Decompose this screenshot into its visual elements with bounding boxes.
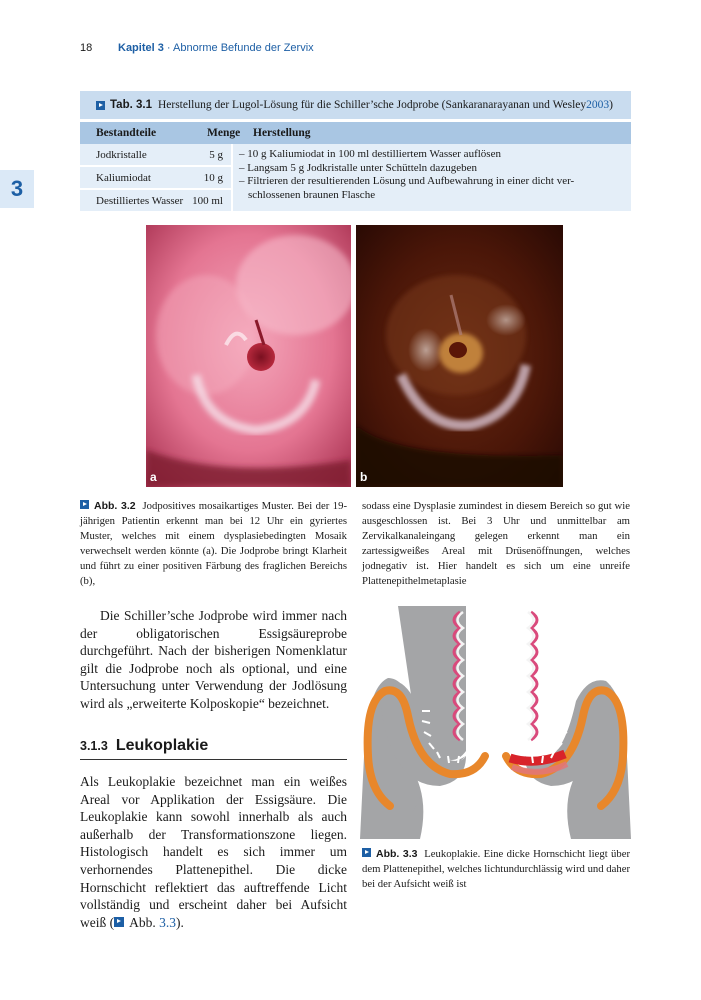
running-head — [118, 42, 314, 54]
panel-label-b: b — [360, 470, 368, 484]
section-title: Leukoplakie — [115, 737, 209, 754]
figure-3-2-label: Abb. 3.2 — [94, 500, 136, 512]
figure-3-3-diagram — [360, 606, 631, 839]
step-3: – Filtrieren der resultierenden Lösung und Aufbewahrung in einer dicht ver- — [239, 175, 575, 187]
table-row — [80, 190, 231, 211]
photo-b-iodine-test — [356, 225, 563, 487]
table-cell-name: Jodkristalle — [96, 148, 147, 161]
table-cell-name: Kaliumiodat — [96, 171, 151, 184]
table-header-row — [80, 122, 631, 144]
figure-3-2-caption-right: sodass eine Dysplasie zumindest in diesem Bereich so gut wie ausgeschlossen ist. Bei 3 Uhr und unmittelbar am Zervikalkanaleingang gelegen erkennt man ein zartessigweißes Areal mit Drüsenöffnungen, welches jodnegativ ist. Hier handelt es sich um eine unreife Plattenepithelmetaplasie — [362, 500, 630, 587]
step-2: – Langsam 5 g Jodkristalle unter Schütteln dazugeben — [239, 161, 477, 174]
table-link-icon[interactable] — [96, 101, 105, 110]
figure-ref-label: Abb. — [129, 914, 160, 930]
figure-link-icon[interactable] — [362, 848, 371, 857]
table-header-menge: Menge — [207, 127, 241, 139]
figure-3-3-caption-text: Leukoplakie. Eine dicke Hornschicht liegt über dem Plattenepithel, welches lichtundurchlässig wird und daher bei der Aufsicht weiß ist — [362, 848, 631, 890]
table-cell-amount: 10 g — [203, 171, 223, 184]
figure-ref-icon[interactable] — [114, 917, 124, 927]
figure-3-2-caption-left — [80, 499, 347, 589]
photo-b-image — [356, 225, 563, 487]
figure-link-icon[interactable] — [80, 500, 89, 509]
section-heading — [80, 737, 347, 760]
chapter-tab: 3 — [0, 170, 34, 208]
table-cell-amount: 100 ml — [192, 194, 223, 207]
table-caption-close: ) — [609, 99, 613, 111]
paragraph-leukoplakie-text: Als Leukoplakie bezeichnet man ein weißes Areal vor Applikation der Essigsäure. Die Leukoplakie kann sowohl innerhalb als auch außerhalb der Transformationszone liegen. Histologisch handelt es sich immer um verhornendes Plattenepithel. Die dicke Hornschicht reflektiert das auftreffende Licht vollständig und erscheint daher bei Aufsicht weiß ( — [80, 774, 347, 930]
figure-3-3-caption — [362, 847, 630, 892]
figure-ref-link[interactable]: 3.3 — [159, 914, 176, 930]
photo-a-acetic-acid-colposcopy — [146, 225, 351, 487]
page-number: 18 — [80, 42, 93, 54]
table-row — [80, 167, 231, 190]
table-header-herstellung: Herstellung — [253, 127, 311, 139]
table-cell-amount: 5 g — [209, 148, 223, 161]
cervix-leukoplakia-illustration — [360, 606, 631, 839]
table-label: Tab. 3.1 — [110, 99, 152, 111]
table-caption-text: Herstellung der Lugol-Lösung für die Schiller’sche Jodprobe (Sankaranarayanan und Wesley — [157, 99, 587, 111]
table-cell-steps — [231, 144, 631, 211]
figure-3-2-caption-text-left: Jodpositives mosaikartiges Muster. Bei der 19-jährigen Patientin erkennt man bei 12 Uhr ein gyriertes Muster, welches mit einem dysplasiebedingten Mosaik verwechselt werden könnte (a). Die Jodprobe bringt Klarheit und führt zu einer positiven Färbung des fraglichen Bereichs (b), — [80, 500, 347, 587]
table-row — [80, 144, 231, 167]
section-number: 3.1.3 — [80, 739, 108, 753]
paragraph-leukoplakie — [80, 773, 347, 931]
table-cell-name: Destilliertes Wasser — [96, 194, 184, 207]
table-body — [80, 144, 631, 211]
table-3-1 — [80, 91, 631, 211]
table-caption-year-link[interactable]: 2003 — [586, 99, 610, 111]
step-3-continued: schlossenen braunen Flasche — [248, 188, 376, 201]
paragraph-leukoplakie-closing: ). — [176, 914, 184, 930]
figure-3-3-label: Abb. 3.3 — [376, 848, 418, 860]
table-caption — [80, 91, 631, 119]
running-head-title: · Abnorme Befunde der Zervix — [163, 42, 314, 54]
table-header-bestandteile: Bestandteile — [96, 127, 157, 139]
panel-label-a: a — [150, 470, 157, 484]
paragraph-jodprobe: Die Schiller’sche Jodprobe wird immer nach der obligatorischen Essigsäureprobe durchgeführt. Nach der bisherigen Nomenklatur gilt die Jodprobe noch als optional, und eine Untersuchung unter Verwendung der Jodlösung wird als „erweiterte Kolposkopie“ bezeichnet. — [80, 608, 347, 711]
running-head-chapter: Kapitel 3 — [118, 42, 164, 54]
photo-a-image — [146, 225, 351, 487]
step-1: – 10 g Kaliumiodat in 100 ml destilliertem Wasser auflösen — [239, 148, 501, 160]
